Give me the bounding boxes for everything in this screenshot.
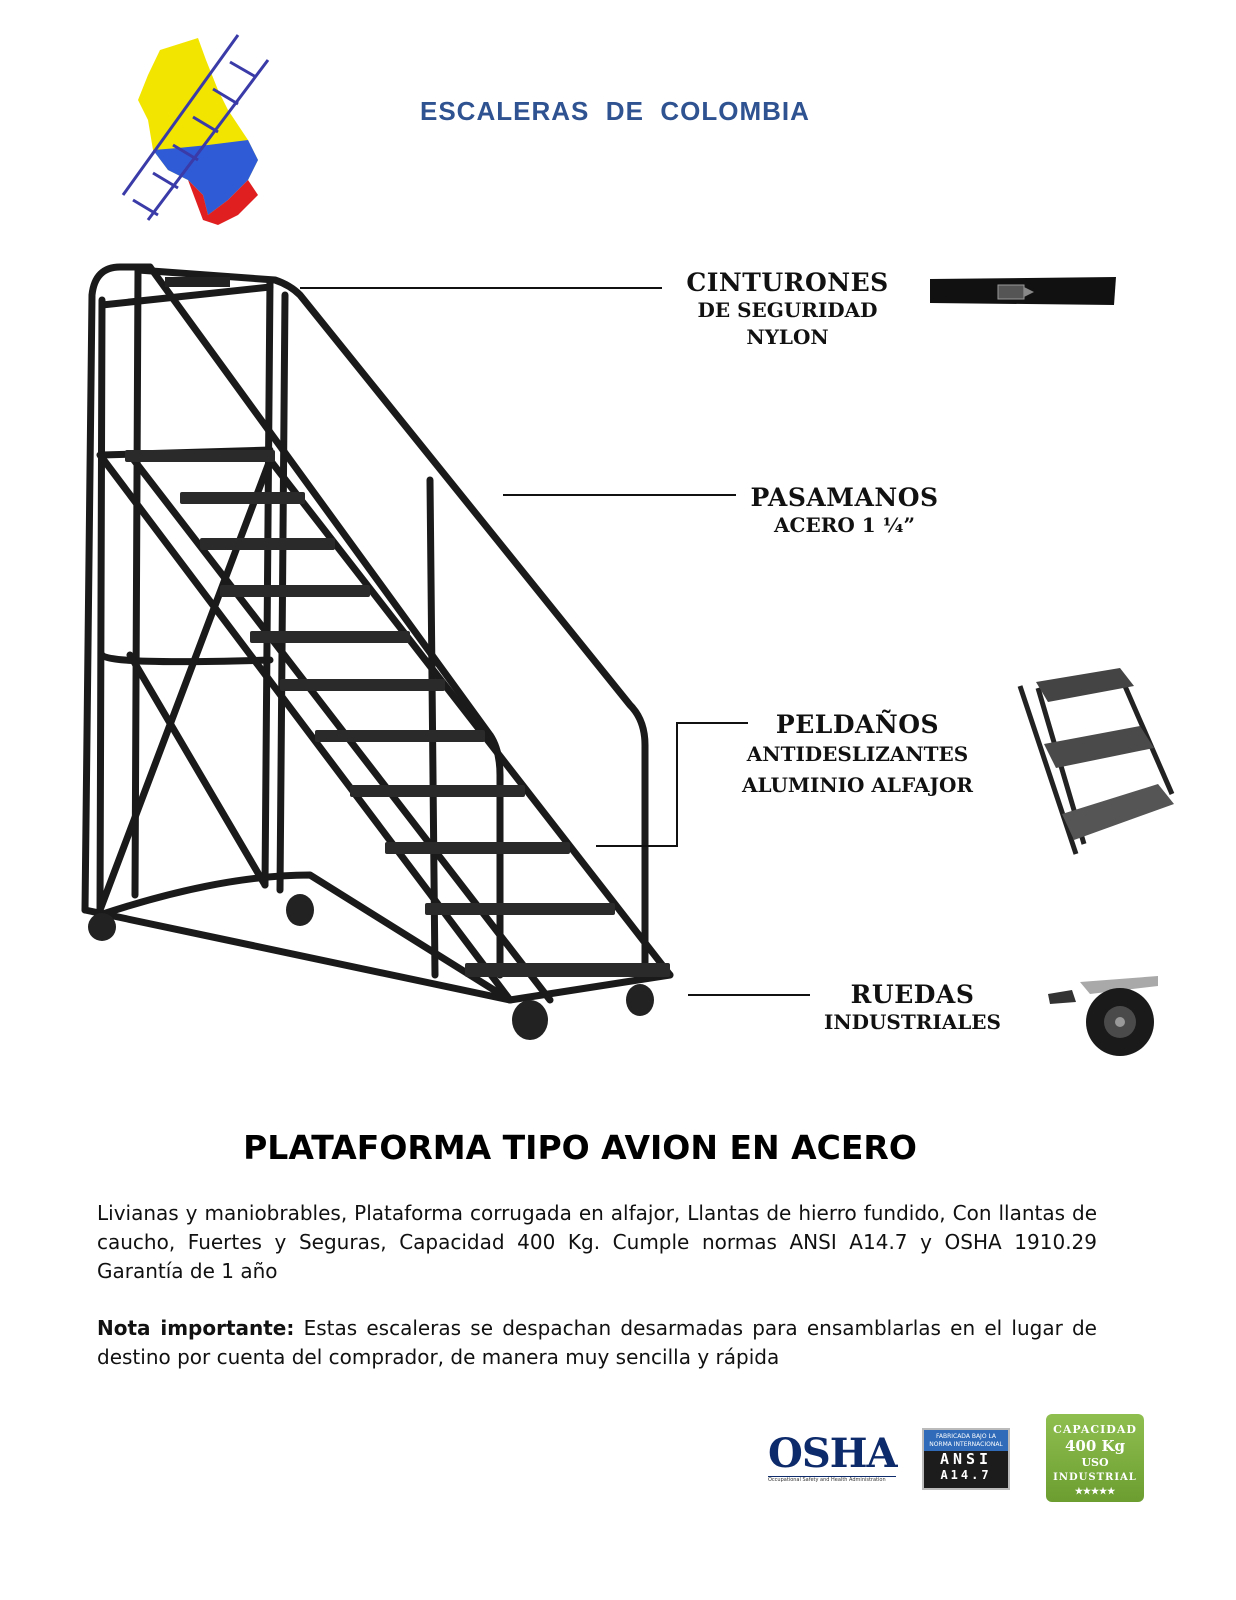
feature-peldanos [730,710,985,799]
osha-logo-text: OSHA [768,1430,897,1477]
feature-detail: INDUSTRIALES [824,1010,1001,1034]
belt-icon [930,275,1116,309]
ansi-line1: FABRICADA BAJO LA [924,1430,1008,1441]
ladder-illustration [70,255,690,1055]
feature-ruedas [815,980,1010,1036]
capacity-label: CAPACIDAD [1053,1423,1137,1436]
capacity-value: 400 Kg [1064,1437,1126,1455]
feature-title: CINTURONES [686,268,889,297]
ansi-line2: NORMA INTERNACIONAL [924,1441,1008,1451]
feature-cinturones [680,268,895,351]
feature-pasamanos [742,483,947,539]
important-note [97,1314,1097,1372]
feature-title: PASAMANOS [750,483,939,512]
osha-subtitle: Occupational Safety and Health Administration [768,1476,896,1483]
feature-detail: ALUMINIO ALFAJOR [741,773,974,797]
feature-detail: ANTIDESLIZANTES [746,742,969,766]
capacity-use: USO [1081,1456,1109,1469]
note-text: Estas escaleras se despachan desarmadas para ensamblarlas en el lugar de destino por cuenta del comprador, de manera muy sencilla y rápida [97,1316,1097,1369]
ansi-code: ANSI [939,1450,993,1468]
colombia-map-ladder-logo [108,30,284,230]
wheel-icon [1046,972,1162,1058]
feature-detail: NYLON [746,325,829,349]
company-name: ESCALERAS DE COLOMBIA [420,96,810,126]
product-description: Livianas y maniobrables, Plataforma corrugada en alfajor, Llantas de hierro fundido, Con llantas de caucho, Fuertes y Seguras, Capacidad 400 Kg. Cumple normas ANSI A14.7 y OSHA 1910.29 Garantía de 1 año [97,1201,1097,1283]
capacity-badge [1046,1414,1144,1502]
ansi-badge [922,1428,1010,1490]
note-label: Nota importante: [97,1316,295,1340]
osha-badge [768,1432,896,1490]
product-title: PLATAFORMA TIPO AVION EN ACERO [243,1128,917,1167]
capacity-stars: ★★★★★ [1074,1487,1116,1497]
steps-icon [1016,664,1178,860]
feature-detail: ACERO 1 ¼” [774,513,915,537]
feature-detail: DE SEGURIDAD [697,298,878,322]
feature-title: PELDAÑOS [775,710,940,739]
ansi-standard: A14.7 [940,1468,992,1482]
feature-title: RUEDAS [850,980,975,1009]
capacity-industrial: INDUSTRIAL [1053,1472,1137,1483]
